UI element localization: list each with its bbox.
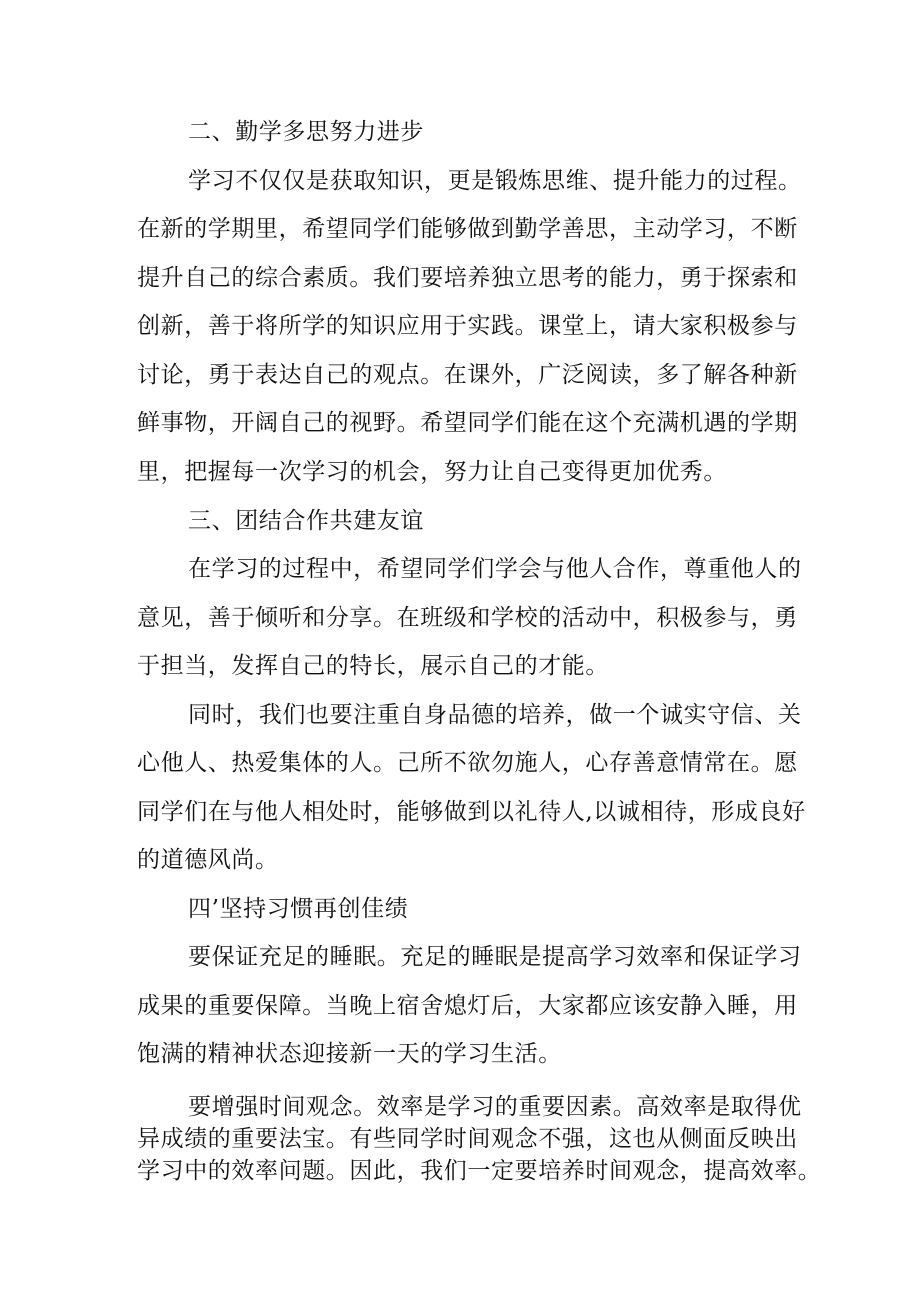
- paragraph-line: 里，把握每一次学习的机会，努力让自己变得更加优秀。: [137, 459, 727, 485]
- paragraph-line: 同学们在与他人相处时，能够做到以礼待人,以诚相待，形成良好: [137, 799, 806, 825]
- section-heading: 四’坚持习惯再创佳绩: [188, 896, 409, 922]
- paragraph-line: 心他人、热爱集体的人。己所不欲勿施人，心存善意情常在。愿: [137, 750, 798, 776]
- paragraph-line: 创新，善于将所学的知识应用于实践。课堂上，请大家积极参与: [137, 313, 798, 339]
- paragraph-line: 在新的学期里，希望同学们能够做到勤学善思，主动学习，不断: [137, 216, 798, 242]
- section-heading: 三、团结合作共建友谊: [188, 508, 424, 534]
- paragraph-line: 要保证充足的睡眠。充足的睡眠是提高学习效率和保证学习: [188, 944, 802, 970]
- paragraph-line: 同时，我们也要注重自身品德的培养，做一个诚实守信、关: [188, 702, 802, 728]
- paragraph-line: 讨论，勇于表达自己的观点。在课外，广泛阅读，多了解各种新: [137, 362, 798, 388]
- paragraph-line: 异成绩的重要法宝。有些同学时间观念不强，这也从侧面反映出: [137, 1126, 798, 1152]
- paragraph-line: 要增强时间观念。效率是学习的重要因素。高效率是取得优: [188, 1094, 802, 1120]
- paragraph-line: 学习中的效率问题。因此，我们一定要培养时间观念，提高效率。: [137, 1158, 822, 1184]
- paragraph-line: 饱满的精神状态迎接新一天的学习生活。: [137, 1041, 562, 1067]
- paragraph-line: 鲜事物，开阔自己的视野。希望同学们能在这个充满机遇的学期: [137, 410, 798, 436]
- section-heading: 二、勤学多思努力进步: [188, 119, 424, 145]
- paragraph-line: 学习不仅仅是获取知识，更是锻炼思维、提升能力的过程。: [188, 168, 802, 194]
- paragraph-line: 在学习的过程中，希望同学们学会与他人合作，尊重他人的: [188, 556, 802, 582]
- paragraph-line: 成果的重要保障。当晚上宿舍熄灯后，大家都应该安静入睡，用: [137, 993, 798, 1019]
- paragraph-line: 提升自己的综合素质。我们要培养独立思考的能力，勇于探索和: [137, 265, 798, 291]
- paragraph-line: 意见，善于倾听和分享。在班级和学校的活动中，积极参与，勇: [137, 605, 798, 631]
- paragraph-line: 于担当，发挥自己的特长，展示自己的才能。: [137, 653, 609, 679]
- paragraph-line: 的道德风尚。: [137, 847, 279, 873]
